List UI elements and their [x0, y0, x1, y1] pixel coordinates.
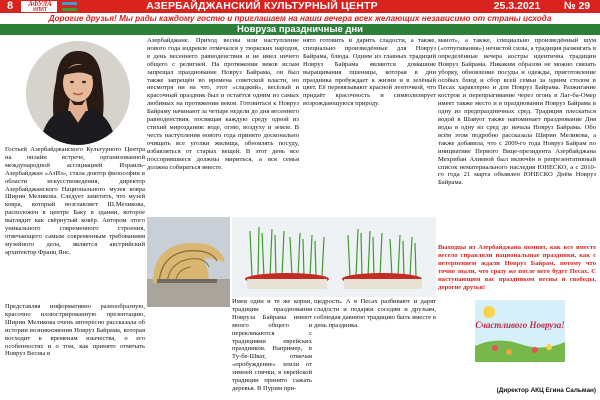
- signature: (Директор АКЦ Егина Сальман): [496, 387, 596, 394]
- logo-bottom-text: ИЛИТ: [33, 7, 47, 13]
- section-title: АЗЕРБАЙДЖАНСКИЙ КУЛЬТУРНЫЙ ЦЕНТР: [146, 0, 378, 12]
- logo-top-text: АФУЛА: [28, 0, 52, 8]
- issue-number: № 29: [563, 0, 591, 12]
- article-column-4: манот», а также, специально произведённый шум («отпугивания») нечистой силы, а традиция разжигать в определённые вечера костры идентична традиции Новруз Байрама. Никаким образом не можно связать уборку, обновление посуды и одежды, приготовление особых блюд и сбор всей семьи за одним столом в Песах характерно и для Новруз Байрама. Разжигание костров и перепрыгивание через огонь в Лаг-ба-Омер имеет также место и в праздновании Новруз Байрама в одну из предпраздничных сред. Традиция плескаться водой в Шавуот также напоминает празднование Дня воды в одну из сред до начала Новруз Байрама. Обо всём этом подробно рассказала Ширин Меликова, а также добавила, что с 2009-го года Новруз Байрам по инициативе Первого Вице-президента Азербайджана Мехрибан Алиевой был включён в репрезентативный список нематериального наследия ЮНЕСКО, а с 2010-го года 21 марта объявлен ЮНЕСКО Днём Новруз Байрама.: [438, 37, 596, 187]
- invitation-line: Дорогие друзья! Мы рады каждому гостю и приглашаем на наши вечера всех желающих независимо от страны исхода: [0, 13, 600, 24]
- closing-greeting: Выходцы из Азербайджана помнят, как все вместе весело справляли национальные праздники, как с нетерпением ждали Новруз Байрам, потому что точно знали, что сразу же после него будет Песах. С наступающим вас праздником весны и свободы, дорогие друзья!: [438, 244, 596, 291]
- carpet-museum-photo: [147, 217, 230, 307]
- article-column-3-top: нято готовить и дарить сладости, а также, специально произведённые для Новруз Байрама, блюда. Одним из главных традиций Новруз Байрама являются домашние выращивания пшеницы, которая в дни праздника пробуждает к жизни и в зелёный цвет. Её перевязывают красной ленточкой, что придаёт красочность и символизирует возрождающуюся природу.: [303, 37, 436, 108]
- azerbaijan-flag-icon: [62, 2, 77, 11]
- article-column-1-top: Гостьей Азербайджанского Культурного Центра на онлайн встрече, организованной международной ассоциацией Израиль-Азербайджан «АзИз», стала доктор философии в области искусствоведения, директор Азербайджанского Национального музея ковра Ширин Меликова. Следует заметить, что музей ковра, который возглавляет Ш.Меликова, расположен в центре Баку в здании, которое выглядит как свёрнутый ковёр. Автором этого уникального современного строения, отвечающего самым современным требованиям музейного дела, является австрийский архитектор Франц Янс.: [5, 146, 145, 256]
- article-column-1-bottom: Представляя информативно разнообразную, красочно иллюстрированную презентацию, Ширин Меликова очень интересно рассказала об истории возникновения Новруз Байрама, которая восходит к временам язычества, о его особенностях и о том, как принято отмечать Новруз Весны в: [5, 303, 145, 358]
- portrait-photo: [26, 41, 130, 145]
- newspaper-logo: [20, 0, 58, 13]
- article-column-2-top: Азербайджане. Приход весны или наступление нового года издревле отмечался у тюркских народов, в день весеннего равноденствия и не имел ничего общего с религией. На протяжении веков ислам запрещал празднование Новруз Байрама, он был также запрещён во времена советской власти, но несмотря ни на что, этот «сладкий», весёлый и красочный праздник был и остаётся одним из самых любимых на протяжении веков. Готовиться к Новруз Байраму начинают за четыре недели до дня весеннего равноденствия, посвящая каждую среду одной из стихий мироздания: воде, огню, воздуху и земле. В честь наступления нового года принято досконально очищать все уголки жилища, обновлять посуду, избавляться от старых вещей. В этот день все поссорившиеся должны мириться, а вся семья должна собираться вместе.: [147, 37, 299, 171]
- card-greeting-text: Счастливого Новруза!: [475, 320, 565, 330]
- issue-date: 25.3.2021: [493, 0, 541, 12]
- novruz-greeting-card: [475, 300, 565, 362]
- semeni-wheat-photo: [232, 217, 436, 297]
- article-column-2-bottom: Имея один и те же корни, традиции празднования Новруза Байрама имеют много общего и перекликаются с традициями еврейских праздников. Например, в Ту-бе-Шват, отмечая «пробуждение» земли от зимней спячки, в еврейской традиции принято сажать деревья. В Пурим при-: [232, 298, 312, 392]
- article-headline: Новруза праздничные дни: [0, 24, 600, 35]
- flag-stripe-green: [62, 8, 77, 11]
- article-column-3-bottom: щедрость. А в Песах разбивают и дарят сладости и подарки соседям и друзьям, соблюдая давнюю традицию быть вместе в день праздника.: [314, 298, 436, 329]
- page-number: 8: [6, 0, 14, 12]
